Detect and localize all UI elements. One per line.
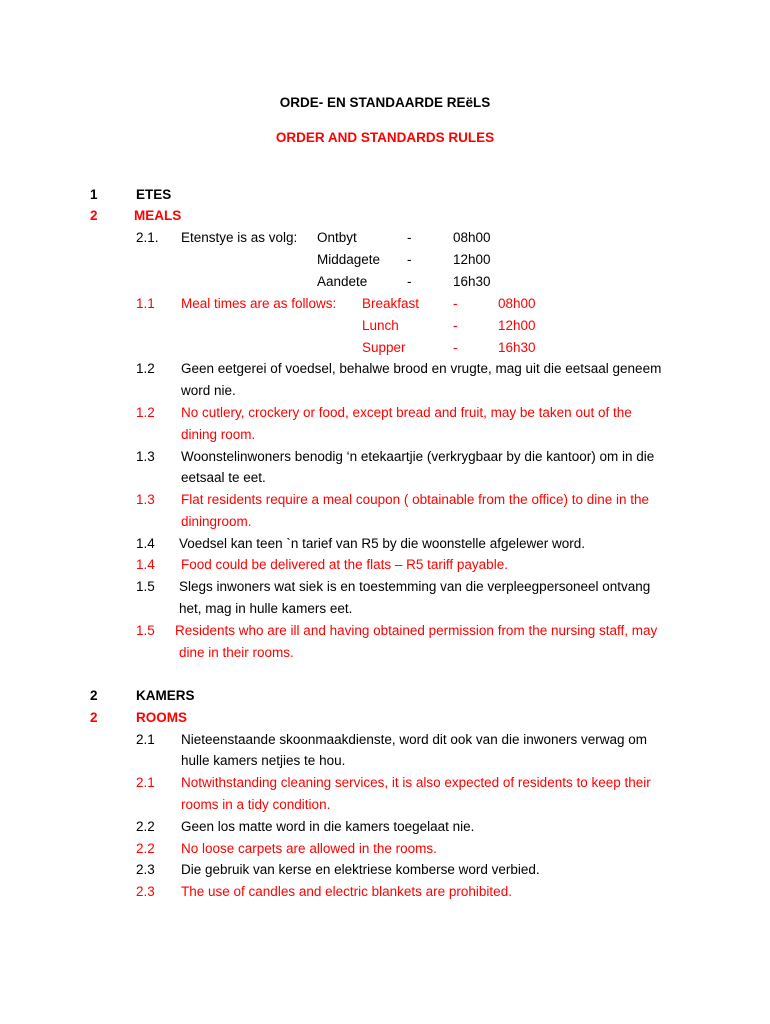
- rule-text: Woonstelinwoners benodig ‘n etekaartjie (verkrygbaar by die kantoor) om in die: [181, 449, 655, 464]
- rule-number: 1.2: [136, 405, 155, 420]
- rule-text: Residents who are ill and having obtained permission from the nursing staff, may: [175, 623, 658, 638]
- rule-number: 2.3: [136, 862, 155, 877]
- rule-number: 2.2: [136, 819, 155, 834]
- rule-number: 2.1.: [136, 230, 159, 245]
- rule-text: diningroom.: [181, 514, 252, 529]
- meal-times-label: Etenstye is as volg:: [181, 230, 298, 245]
- section-1-heading-en: MEALS: [134, 208, 182, 223]
- rule-number: 1.5: [136, 623, 155, 638]
- dash: -: [407, 252, 412, 267]
- rule-number: 1.1: [136, 296, 155, 311]
- rule-text: Notwithstanding cleaning services, it is also expected of residents to keep their: [181, 775, 651, 790]
- rule-number: 1.3: [136, 492, 155, 507]
- section-2-heading-en: ROOMS: [136, 710, 188, 725]
- rule-text: Voedsel kan teen `n tarief van R5 by die woonstelle afgelewer word.: [179, 536, 585, 551]
- rule-number: 2.1: [136, 775, 155, 790]
- rule-text: dine in their rooms.: [179, 645, 294, 660]
- meal-time: 16h30: [498, 340, 536, 355]
- rule-text: Die gebruik van kerse en elektriese komberse word verbied.: [181, 862, 540, 877]
- rule-text: het, mag in hulle kamers eet.: [179, 601, 353, 616]
- rule-text: eetsaal te eet.: [181, 470, 266, 485]
- rule-text: The use of candles and electric blankets are prohibited.: [181, 884, 512, 899]
- rule-text: word nie.: [181, 383, 236, 398]
- rule-text: Geen eetgerei of voedsel, behalwe brood en vrugte, mag uit die eetsaal geneem: [181, 361, 662, 376]
- rule-text: No loose carpets are allowed in the rooms.: [181, 841, 437, 856]
- dash: -: [407, 274, 412, 289]
- dash: -: [407, 230, 412, 245]
- rule-number: 2.1: [136, 732, 155, 747]
- rule-number: 2.3: [136, 884, 155, 899]
- dash: -: [453, 296, 458, 311]
- rule-text: Nieteenstaande skoonmaakdienste, word dit ook van die inwoners verwag om: [181, 732, 648, 747]
- rule-text: No cutlery, crockery or food, except bread and fruit, may be taken out of the: [181, 405, 632, 420]
- rule-number: 1.2: [136, 361, 155, 376]
- rule-text: Food could be delivered at the flats – R5 tariff payable.: [181, 557, 508, 572]
- section-1-number-en: 2: [90, 208, 98, 223]
- meal-name: Lunch: [362, 318, 399, 333]
- meal-name: Middagete: [317, 252, 381, 267]
- meal-name: Aandete: [317, 274, 368, 289]
- rule-text: hulle kamers netjies te hou.: [181, 753, 346, 768]
- meal-time: 12h00: [453, 252, 491, 267]
- rule-number: 2.2: [136, 841, 155, 856]
- section-2-number-en: 2: [90, 710, 98, 725]
- rule-number: 1.3: [136, 449, 155, 464]
- rule-number: 1.4: [136, 557, 155, 572]
- meal-time: 08h00: [453, 230, 491, 245]
- rule-text: Slegs inwoners wat siek is en toestemming van die verpleegpersoneel ontvang: [179, 579, 651, 594]
- meal-time: 16h30: [453, 274, 491, 289]
- rule-text: Flat residents require a meal coupon ( obtainable from the office) to dine in the: [181, 492, 650, 507]
- meal-time: 08h00: [498, 296, 536, 311]
- dash: -: [453, 340, 458, 355]
- meal-name: Breakfast: [362, 296, 420, 311]
- title-english: ORDER AND STANDARDS RULES: [275, 130, 495, 145]
- rule-number: 1.4: [136, 536, 155, 551]
- meal-name: Ontbyt: [317, 230, 357, 245]
- rule-text: rooms in a tidy condition.: [181, 797, 331, 812]
- rule-number: 1.5: [136, 579, 155, 594]
- section-2-number-af: 2: [90, 688, 98, 703]
- section-1-number-af: 1: [90, 187, 98, 202]
- title-afrikaans: ORDE- EN STANDAARDE REëLS: [279, 95, 491, 110]
- meal-name: Supper: [362, 340, 406, 355]
- meal-time: 12h00: [498, 318, 536, 333]
- meal-times-label: Meal times are as follows:: [181, 296, 337, 311]
- rule-text: dining room.: [181, 427, 256, 442]
- rule-text: Geen los matte word in die kamers toegelaat nie.: [181, 819, 475, 834]
- dash: -: [453, 318, 458, 333]
- section-2-heading-af: KAMERS: [136, 688, 195, 703]
- section-1-heading-af: ETES: [136, 187, 172, 202]
